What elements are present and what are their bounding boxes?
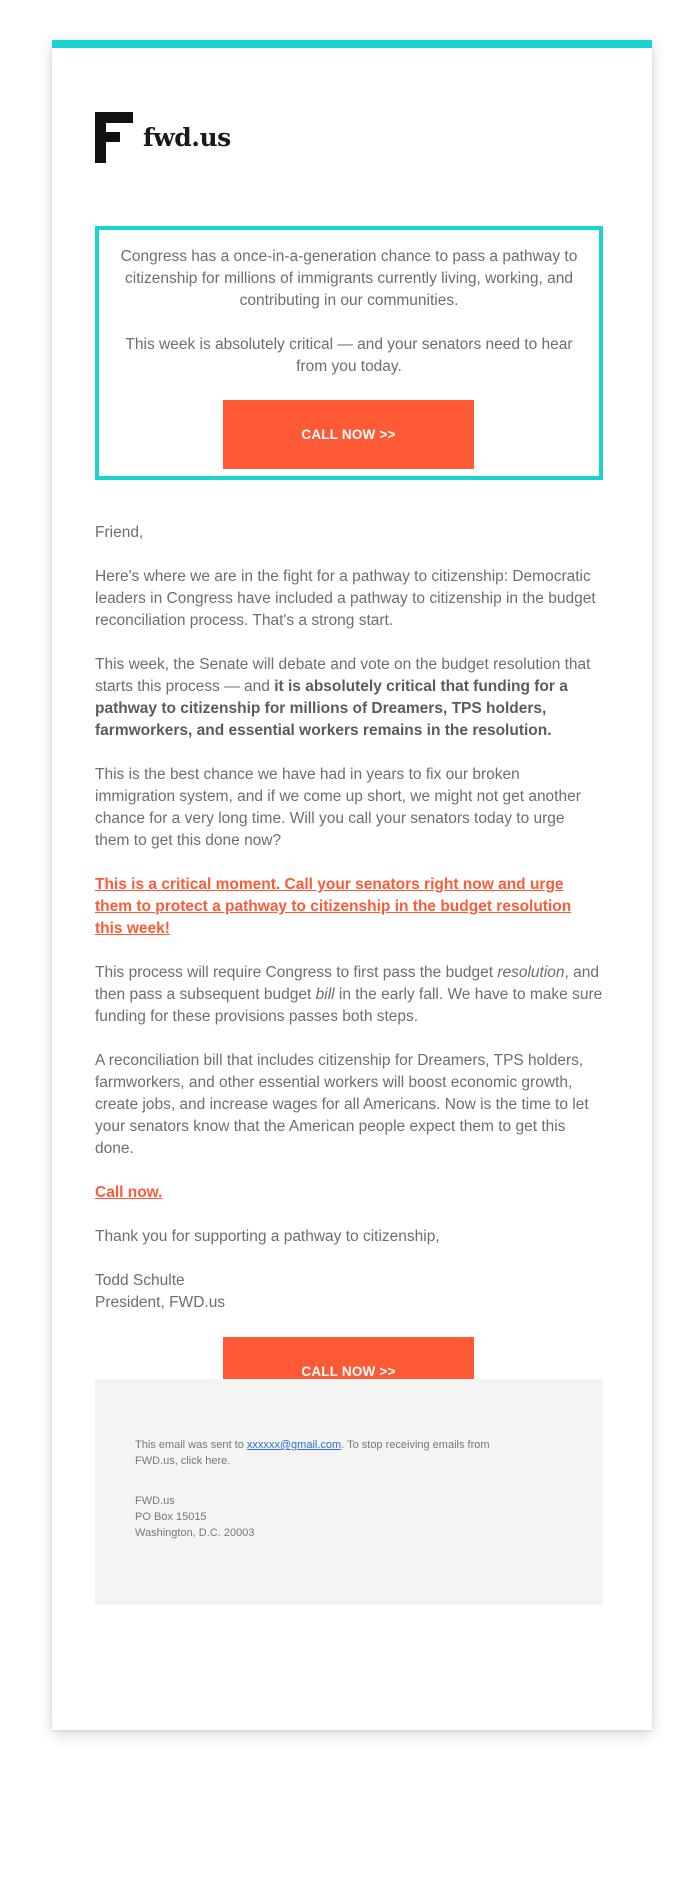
footer-unsubscribe-text[interactable]: . To stop receiving emails from FWD.us, click here. <box>135 1439 490 1467</box>
p5-part-e: in the early fall. We have to make sure funding for these provisions passes both steps. <box>95 986 603 1025</box>
p5-bill: bill <box>315 986 335 1003</box>
p5-part-c: , and then pass a subsequent budget <box>95 964 600 1003</box>
footer-sent-to <box>135 1437 535 1469</box>
signature-block <box>95 1270 603 1314</box>
call-now-button-bottom[interactable]: CALL NOW >> <box>223 1337 474 1406</box>
closing-line: Thank you for supporting a pathway to citizenship, <box>95 1228 440 1245</box>
footer-org: FWD.us <box>135 1495 175 1507</box>
letter-paragraph-5 <box>95 962 603 1028</box>
footer-city: Washington, D.C. 20003 <box>135 1527 255 1539</box>
alert-callout-box <box>95 226 603 480</box>
p5-part-a: This process will require Congress to first pass the budget <box>95 964 498 981</box>
signer-title: President, FWD.us <box>95 1294 226 1311</box>
footer-sent-prefix: This email was sent to <box>135 1439 247 1451</box>
footer-po-box: PO Box 15015 <box>135 1511 207 1523</box>
accent-top-bar <box>52 40 652 48</box>
logo-wordmark: fwd.us <box>143 123 231 152</box>
call-now-link[interactable]: Call now. <box>95 1184 163 1201</box>
fwd-us-logo <box>95 112 231 163</box>
email-footer <box>95 1379 603 1605</box>
letter-paragraph-3: This is the best chance we have had in years to fix our broken immigration system, and if we come up short, we might not get another chance for a very long time. Will you call your senators today to urge them to get this done now? <box>95 766 581 849</box>
letter-paragraph-2 <box>95 654 603 742</box>
p2-bold: it is absolutely critical that funding for a pathway to citizenship for millions of Dreamers, TPS holders, farmworkers, and essential workers remains in the resolution. <box>95 678 568 739</box>
p2-intro: This week, the Senate will debate and vote on the budget resolution that starts this process — and <box>95 656 591 695</box>
fwd-logo-mark-icon <box>95 112 133 163</box>
critical-moment-link[interactable]: This is a critical moment. Call your senators right now and urge them to protect a pathway to citizenship in the budget resolution this week! <box>95 876 572 937</box>
alert-paragraph-2: This week is absolutely critical — and your senators need to hear from you today. <box>125 336 573 375</box>
greeting: Friend, <box>95 524 144 541</box>
footer-address <box>135 1493 535 1541</box>
letter-paragraph-1: Here's where we are in the fight for a pathway to citizenship: Democratic leaders in Congress have included a pathway to citizenship in the budget reconciliation process. That's a strong start. <box>95 568 596 629</box>
call-now-button-top[interactable]: CALL NOW >> <box>223 400 474 469</box>
letter-paragraph-4 <box>95 874 603 940</box>
alert-paragraph-1: Congress has a once-in-a-generation chance to pass a pathway to citizenship for millions of immigrants currently living, working, and contributing in our communities. <box>120 248 578 309</box>
email-card <box>52 40 652 1730</box>
p5-resolution: resolution <box>497 964 565 981</box>
letter-paragraph-6: A reconciliation bill that includes citizenship for Dreamers, TPS holders, farmworkers, and other essential workers will boost economic growth, create jobs, and increase wages for all Americans. Now is the time to let your senators know that the American people expect them to get this done. <box>95 1052 589 1157</box>
letter-paragraph-7 <box>95 1182 603 1204</box>
signer-name: Todd Schulte <box>95 1272 185 1289</box>
recipient-email-link[interactable]: xxxxxx@gmail.com <box>246 1439 342 1451</box>
